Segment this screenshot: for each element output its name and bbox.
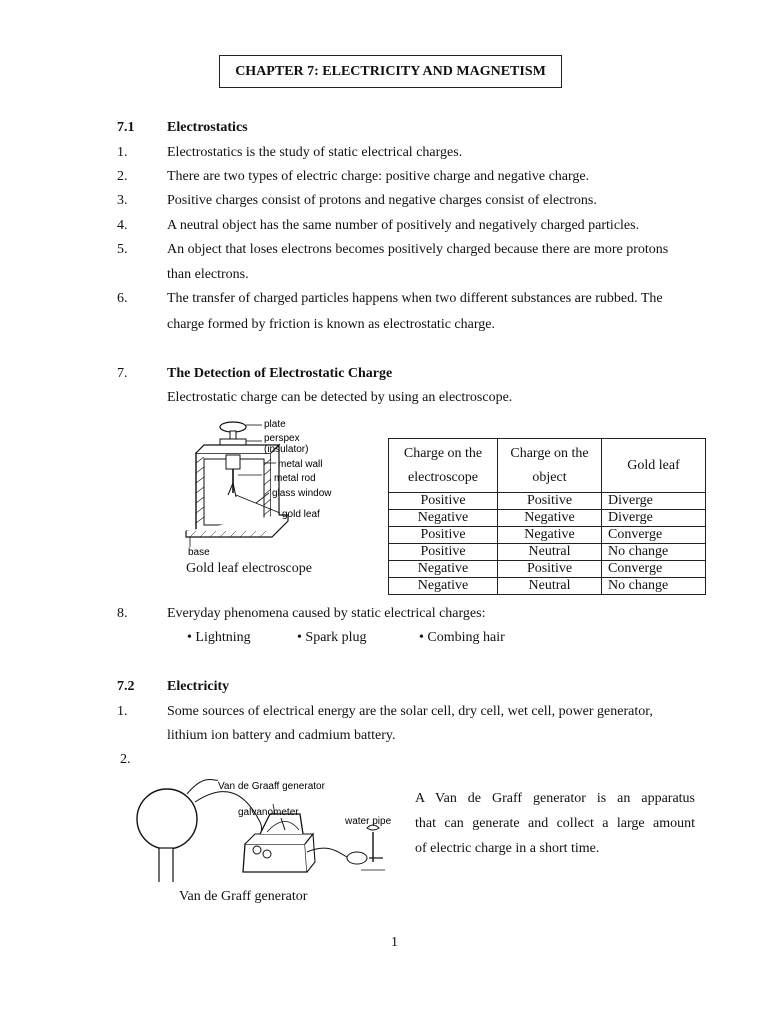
bullet-combing-hair: • Combing hair [419, 630, 505, 645]
label-galvanometer: galvanometer [238, 807, 299, 818]
list-item-number: 1. [117, 145, 128, 160]
table-cell: Negative [389, 578, 498, 595]
label-metal-rod: metal rod [274, 473, 316, 484]
list-item-text: Positive charges consist of protons and negative charges consist of electrons. [167, 193, 597, 208]
vdg-description-line: A Van de Graff generator is an apparatus [415, 791, 695, 806]
phenomena-text: Everyday phenomena caused by static electrical charges: [167, 606, 486, 621]
list-item-number: 2. [117, 169, 128, 184]
list-item-number: 2. [120, 752, 131, 767]
dome-shape [137, 789, 197, 849]
van-de-graaff-diagram [135, 772, 405, 882]
page-number: 1 [391, 935, 398, 950]
table-cell: Neutral [498, 578, 602, 595]
table-cell: Positive [389, 527, 498, 544]
section-number-7-1: 7.1 [117, 120, 135, 135]
vdg-caption: Van de Graff generator [179, 889, 308, 904]
table-cell: No change [602, 544, 706, 561]
table-header-row [389, 439, 706, 493]
list-item-text: There are two types of electric charge: positive charge and negative charge. [167, 169, 590, 184]
table-cell: Positive [389, 493, 498, 510]
label-base: base [188, 547, 210, 558]
label-insulator: (insulator) [264, 444, 309, 455]
label-water-pipe: water pipe [345, 816, 392, 827]
list-item-number: 8. [117, 606, 128, 621]
table-cell: No change [602, 578, 706, 595]
table-cell: Diverge [602, 493, 706, 510]
table-cell: Negative [498, 510, 602, 527]
label-metal-wall: metal wall [278, 459, 323, 470]
table-header: Gold leaf [602, 439, 706, 493]
vdg-description-line: of electric charge in a short time. [415, 841, 600, 856]
list-item-text: Electrostatics is the study of static electrical charges. [167, 145, 463, 160]
list-item-number: 1. [117, 704, 128, 719]
table-header: Charge on the object [498, 439, 602, 493]
vdg-description [415, 786, 695, 861]
label-perspex: perspex [264, 433, 300, 444]
detection-text: Electrostatic charge can be detected by using an electroscope. [167, 390, 513, 405]
table-cell: Positive [498, 561, 602, 578]
list-item-number: 5. [117, 242, 128, 257]
table-row [389, 510, 706, 527]
table-row [389, 578, 706, 595]
list-item-number: 7. [117, 366, 128, 381]
table-cell: Converge [602, 561, 706, 578]
section-heading-electrostatics: Electrostatics [167, 120, 248, 135]
table-row [389, 544, 706, 561]
table-row [389, 561, 706, 578]
table-header: Charge on the electroscope [389, 439, 498, 493]
vdg-description-line: that can generate and collect a large amount [415, 816, 695, 831]
list-item-text: than electrons. [167, 267, 249, 282]
table-row [389, 527, 706, 544]
bullet-lightning: • Lightning [187, 630, 251, 645]
list-item-number: 3. [117, 193, 128, 208]
table-cell: Negative [389, 510, 498, 527]
electroscope-caption: Gold leaf electroscope [186, 561, 312, 576]
table-cell: Positive [389, 544, 498, 561]
table-cell: Negative [389, 561, 498, 578]
bullet-spark-plug: • Spark plug [297, 630, 367, 645]
list-item-text: Some sources of electrical energy are the solar cell, dry cell, wet cell, power generator, [167, 704, 653, 719]
section-number-7-2: 7.2 [117, 679, 135, 694]
table-cell: Diverge [602, 510, 706, 527]
chapter-title: CHAPTER 7: ELECTRICITY AND MAGNETISM [219, 55, 562, 88]
charge-table [388, 438, 706, 595]
list-item-text: An object that loses electrons becomes positively charged because there are more protons [167, 242, 669, 257]
list-item-number: 6. [117, 291, 128, 306]
table-row [389, 493, 706, 510]
label-gold-leaf: gold leaf [282, 509, 320, 520]
table-cell: Neutral [498, 544, 602, 561]
list-item-text: A neutral object has the same number of positively and negatively charged particles. [167, 218, 640, 233]
list-item-text: The transfer of charged particles happens when two different substances are rubbed. The [167, 291, 663, 306]
table-cell: Negative [498, 527, 602, 544]
label-plate: plate [264, 419, 286, 430]
list-item-number: 4. [117, 218, 128, 233]
table-cell: Positive [498, 493, 602, 510]
list-item-text: lithium ion battery and cadmium battery. [167, 728, 396, 743]
label-glass-window: glass window [272, 488, 332, 499]
list-item-text: charge formed by friction is known as electrostatic charge. [167, 317, 495, 332]
table-cell: Converge [602, 527, 706, 544]
section-heading-electricity: Electricity [167, 679, 230, 694]
detection-heading: The Detection of Electrostatic Charge [167, 366, 393, 381]
electroscope-diagram [176, 413, 356, 563]
label-van-de-graaff: Van de Graaff generator [218, 781, 325, 792]
